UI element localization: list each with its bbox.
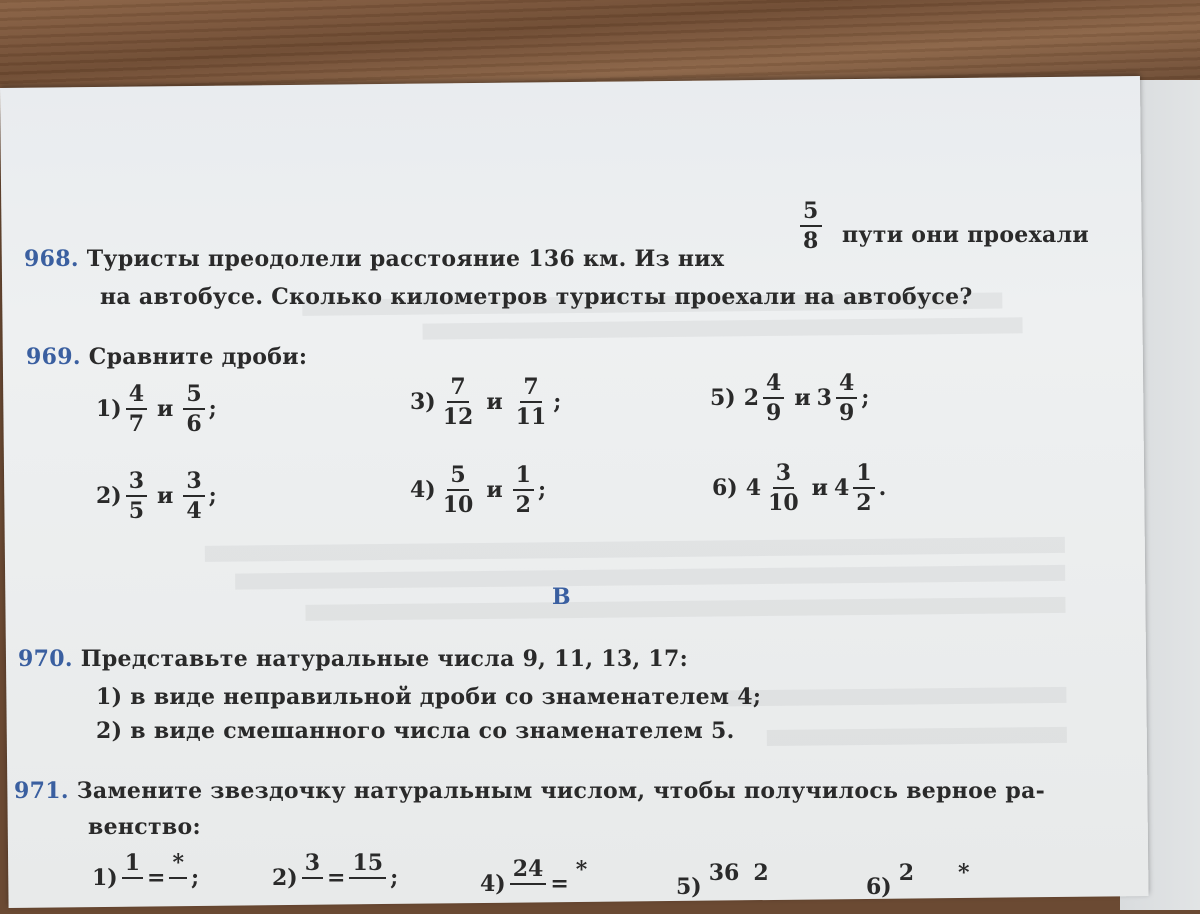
- numerator: 7: [520, 376, 541, 403]
- denominator: 9: [838, 400, 855, 426]
- numerator: 3: [302, 852, 323, 879]
- denominator: 9: [766, 400, 782, 426]
- numerator: 3: [773, 462, 794, 489]
- equation-item-5: [676, 862, 776, 912]
- numerator: 1: [853, 462, 874, 489]
- numerator: 5: [447, 464, 468, 491]
- numerator: *: [958, 860, 970, 886]
- whole-part: 2: [743, 385, 760, 411]
- conjunction: и: [794, 385, 811, 411]
- bleed-through-line: [726, 687, 1066, 707]
- item-label: 5): [710, 385, 736, 411]
- conjunction: и: [486, 389, 503, 415]
- item-label: 2): [96, 483, 122, 509]
- conjunction: и: [157, 396, 174, 422]
- punctuation: ;: [861, 385, 870, 411]
- item-label: 6): [712, 475, 738, 501]
- item-label: 2): [272, 865, 298, 891]
- equation-item-4: 4) 24 = *: [480, 858, 594, 910]
- numerator: 1: [122, 852, 143, 879]
- denominator: 6: [186, 411, 202, 437]
- problem-text: Туристы преодолели расстояние 136 км. Из них: [86, 246, 725, 272]
- item-label: 5): [676, 874, 702, 900]
- whole-part: 3: [816, 385, 832, 411]
- equation-item-1: 1) 1 = * ;: [92, 850, 200, 891]
- conjunction: и: [811, 475, 828, 501]
- numerator: 7: [447, 376, 468, 403]
- problem-text: венство:: [88, 814, 201, 840]
- numerator: *: [575, 857, 588, 883]
- punctuation: ;: [190, 865, 200, 891]
- problem-number: 969.: [26, 344, 81, 370]
- numerator: 5: [183, 383, 204, 410]
- denominator: 12: [442, 404, 474, 430]
- problem-text: на автобусе. Сколько километров туристы проехали на автобусе?: [100, 284, 973, 310]
- problem-969-title: [26, 344, 307, 370]
- punctuation: ;: [553, 389, 562, 415]
- denominator: 11: [515, 404, 547, 430]
- bleed-through-line: [205, 537, 1065, 562]
- denominator: 2: [856, 490, 872, 516]
- problem-971-line1: [14, 778, 1045, 804]
- compare-item-5: [710, 372, 869, 424]
- numerator: 2: [898, 860, 915, 886]
- item-label: 1): [96, 396, 122, 422]
- problem-970-title: [18, 646, 688, 672]
- denominator: 7: [128, 411, 145, 437]
- numerator: 5: [800, 200, 822, 227]
- bleed-through-line: [767, 727, 1067, 746]
- denominator: 5: [128, 498, 145, 524]
- numerator: *: [169, 852, 187, 879]
- problem-number: 968.: [24, 246, 79, 272]
- equation-item-6: [866, 862, 977, 912]
- numerator: 2: [753, 860, 769, 886]
- compare-item-6: [712, 462, 886, 514]
- problem-subitem: 1) в виде неправильной дроби со знаменателем 4;: [96, 684, 762, 710]
- punctuation: ;: [390, 865, 399, 891]
- numerator: 15: [349, 852, 386, 879]
- problem-number: 971.: [14, 778, 69, 804]
- problem-subitem: 2) в виде смешанного числа со знаменателем 5.: [96, 718, 735, 744]
- bleed-through-line: [422, 317, 1022, 339]
- denominator: 8: [803, 228, 819, 254]
- numerator: 36: [708, 860, 740, 886]
- numerator: 4: [126, 383, 147, 410]
- numerator: 3: [183, 470, 204, 497]
- compare-item-2: [96, 470, 217, 522]
- numerator: 1: [513, 464, 534, 491]
- punctuation: ;: [537, 477, 547, 503]
- item-label: 6): [866, 874, 892, 900]
- problem-968-line1: [24, 246, 724, 272]
- bleed-through-line: [235, 565, 1065, 590]
- item-label: 4): [480, 871, 506, 897]
- denominator: 10: [442, 492, 474, 518]
- problem-text: Замените звездочку натуральным числом, чтобы получилось верное ра-: [76, 778, 1046, 804]
- numerator: 4: [763, 372, 784, 399]
- equation-item-2: 2) 3 = 15 ;: [272, 850, 399, 891]
- bleed-through-line: [305, 597, 1065, 621]
- numerator: 3: [126, 470, 147, 497]
- item-label: 4): [410, 477, 436, 503]
- denominator: 2: [515, 492, 531, 518]
- numerator: 24: [510, 858, 547, 885]
- numerator: 4: [836, 372, 857, 399]
- compare-item-4: [410, 464, 546, 516]
- problem-text: Представьте натуральные числа 9, 11, 13, 17:: [80, 646, 689, 672]
- whole-part: 4: [833, 475, 850, 501]
- section-heading: В: [552, 584, 571, 610]
- conjunction: и: [486, 477, 503, 503]
- compare-item-3: [410, 376, 561, 428]
- whole-part: 4: [745, 475, 762, 501]
- punctuation: ;: [208, 483, 217, 509]
- problem-text: Сравните дроби:: [88, 344, 308, 370]
- item-label: 3): [410, 389, 436, 415]
- conjunction: и: [157, 483, 174, 509]
- denominator: 10: [768, 490, 799, 516]
- punctuation: ;: [208, 396, 217, 422]
- problem-number: 970.: [18, 646, 73, 672]
- item-label: 1): [92, 865, 118, 891]
- problem-text: пути они проехали: [842, 222, 1090, 248]
- compare-item-1: [96, 383, 217, 435]
- punctuation: .: [878, 475, 887, 501]
- fraction: [796, 200, 826, 252]
- denominator: 4: [186, 498, 202, 524]
